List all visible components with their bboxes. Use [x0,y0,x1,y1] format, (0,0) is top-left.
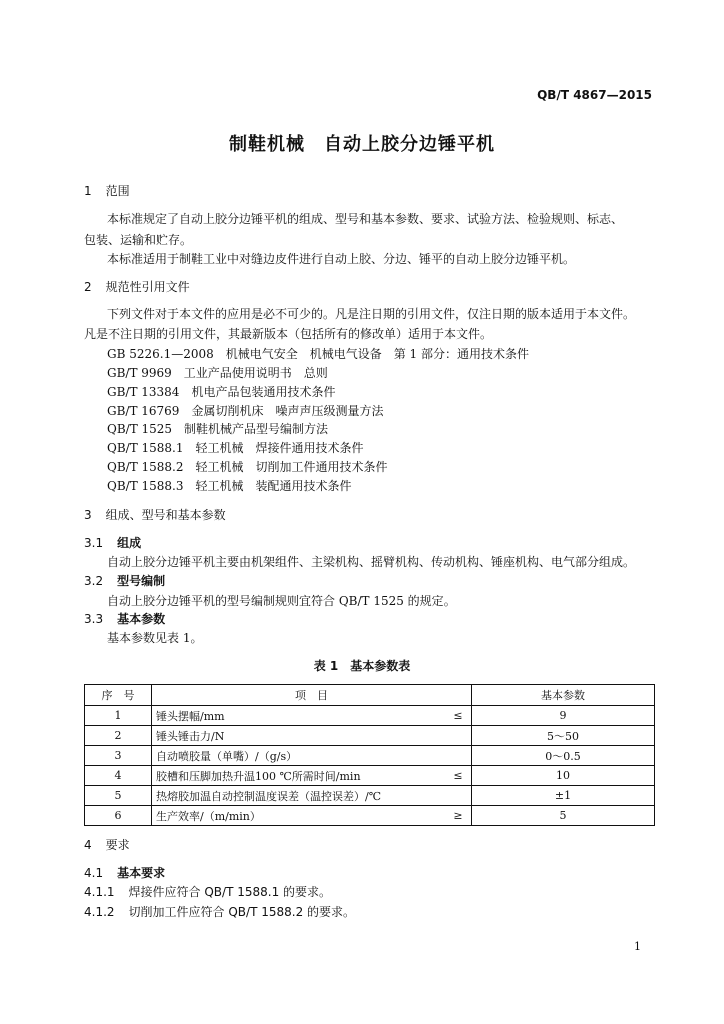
table-row [85,766,655,786]
table-row [85,706,655,726]
section-4-heading [84,836,130,853]
reference-item: QB/T 1588.2 轻工机械 切削加工件通用技术条件 [107,460,388,474]
section-1-paragraph-1-line-1: 本标准规定了自动上胶分边锤平机的组成、型号和基本参数、要求、试验方法、检验规则、标志、 [107,212,624,226]
section-number: 1 [84,184,92,198]
table-row [85,746,655,766]
row-number: 3 [85,746,152,766]
subsection-title: 基本要求 [117,866,166,880]
subsection-title: 型号编制 [117,574,166,588]
subsection-number: 4.1 [84,866,104,880]
subsection-3-3-heading [84,610,165,627]
clause-4-1-1 [84,883,331,900]
table-header-row [85,685,655,706]
section-number: 2 [84,280,92,294]
reference-item: GB/T 9969 工业产品使用说明书 总则 [107,366,328,380]
row-comparator: ≥ [445,806,472,826]
standard-number: QB/T 4867—2015 [537,88,652,102]
subsection-4-1-heading [84,864,165,881]
section-2-heading [84,278,190,295]
clause-4-1-2 [84,903,355,920]
subsection-title: 组成 [117,536,142,550]
row-value: 5～50 [472,726,655,746]
row-comparator [445,746,472,766]
row-comparator [445,726,472,746]
reference-item: QB/T 1525 制鞋机械产品型号编制方法 [107,422,329,436]
subsection-3-1-text: 自动上胶分边锤平机主要由机架组件、主梁机构、摇臂机构、传动机构、锤座机构、电气部分组成。 [107,555,636,569]
row-item: 锤头锤击力/N [152,726,446,746]
subsection-3-3-text: 基本参数见表 1。 [107,631,203,645]
clause-text: 切削加工件应符合 QB/T 1588.2 的要求。 [128,905,356,919]
reference-item: GB/T 16769 金属切削机床 噪声声压级测量方法 [107,404,384,418]
section-1-heading [84,182,130,199]
clause-number: 4.1.2 [84,905,115,919]
table-row [85,786,655,806]
row-number: 6 [85,806,152,826]
row-number: 1 [85,706,152,726]
section-title: 范围 [105,184,130,198]
document-title: 制鞋机械 自动上胶分边锤平机 [229,134,495,155]
row-number: 5 [85,786,152,806]
section-title: 要求 [105,838,130,852]
reference-item: GB/T 13384 机电产品包装通用技术条件 [107,385,336,399]
row-value: 0～0.5 [472,746,655,766]
page-number: 1 [634,940,641,953]
subsection-number: 3.2 [84,574,104,588]
section-1-paragraph-1-line-2: 包装、运输和贮存。 [84,233,193,247]
parameters-table [84,684,655,826]
clause-text: 焊接件应符合 QB/T 1588.1 的要求。 [128,885,332,899]
column-header-value: 基本参数 [472,685,655,706]
section-1-paragraph-2: 本标准适用于制鞋工业中对缝边皮件进行自动上胶、分边、锤平的自动上胶分边锤平机。 [107,252,576,266]
clause-number: 4.1.1 [84,885,115,899]
table-row [85,806,655,826]
row-value: ±1 [472,786,655,806]
reference-item: QB/T 1588.3 轻工机械 装配通用技术条件 [107,479,352,493]
row-value: 5 [472,806,655,826]
row-comparator: ≤ [445,766,472,786]
row-item: 自动喷胶量（单嘴）/（g/s） [152,746,446,766]
reference-item: QB/T 1588.1 轻工机械 焊接件通用技术条件 [107,441,364,455]
row-item: 锤头摆幅/mm [152,706,446,726]
subsection-3-2-heading [84,572,165,589]
row-item: 生产效率/（m/min） [152,806,446,826]
row-value: 10 [472,766,655,786]
row-comparator [445,786,472,806]
section-title: 组成、型号和基本参数 [105,508,226,522]
reference-item: GB 5226.1—2008 机械电气安全 机械电气设备 第 1 部分：通用技术条件 [107,347,530,361]
section-title: 规范性引用文件 [105,280,190,294]
subsection-3-1-heading [84,534,141,551]
table-row [85,726,655,746]
section-number: 3 [84,508,92,522]
row-value: 9 [472,706,655,726]
row-number: 2 [85,726,152,746]
row-comparator: ≤ [445,706,472,726]
subsection-title: 基本参数 [117,612,166,626]
row-item: 热熔胶加温自动控制温度误差（温控误差）/℃ [152,786,446,806]
section-3-heading [84,506,226,523]
row-number: 4 [85,766,152,786]
column-header-number: 序 号 [85,685,152,706]
subsection-number: 3.3 [84,612,104,626]
subsection-3-2-text: 自动上胶分边锤平机的型号编制规则宜符合 QB/T 1525 的规定。 [107,594,456,608]
table-caption: 表 1 基本参数表 [313,659,411,673]
section-number: 4 [84,838,92,852]
section-2-paragraph-line-1: 下列文件对于本文件的应用是必不可少的。凡是注日期的引用文件，仅注日期的版本适用于本文件。 [107,307,636,321]
row-item: 胶槽和压脚加热升温100 ℃所需时间/min [152,766,446,786]
subsection-number: 3.1 [84,536,104,550]
section-2-paragraph-line-2: 凡是不注日期的引用文件，其最新版本（包括所有的修改单）适用于本文件。 [84,327,493,341]
column-header-item: 项 目 [152,685,472,706]
